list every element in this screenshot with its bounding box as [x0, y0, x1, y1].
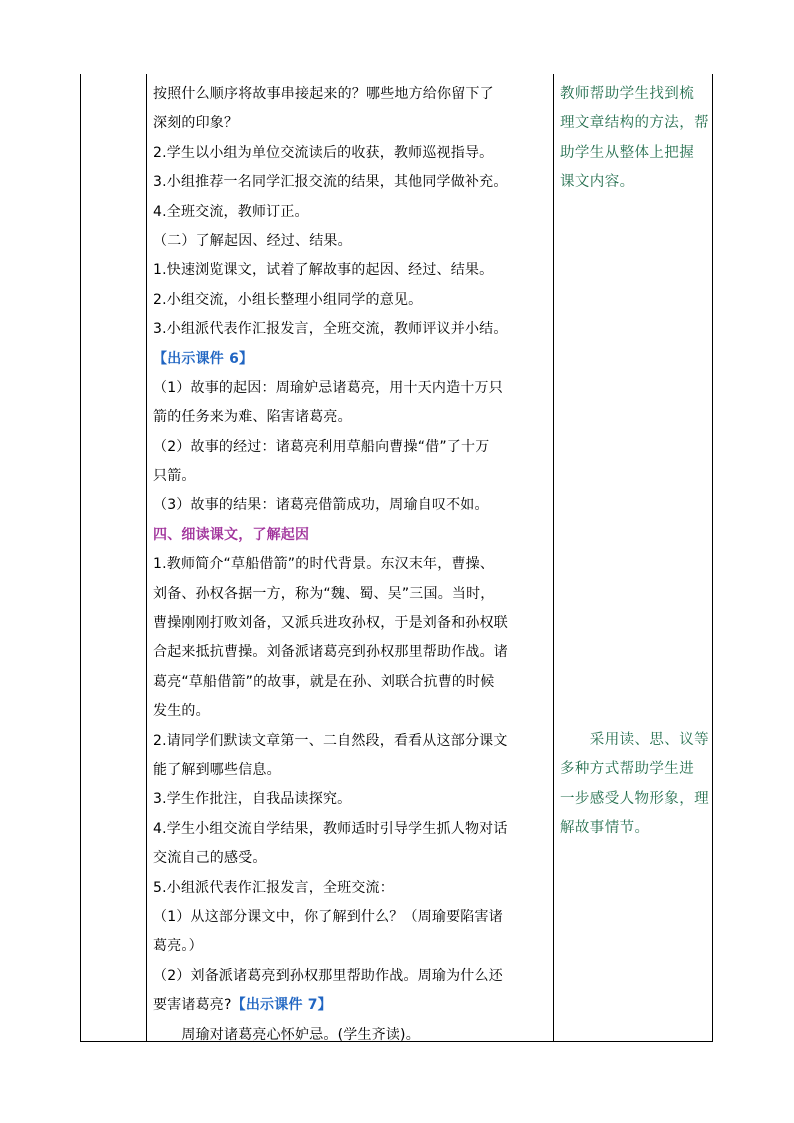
note-line: 多种方式帮助学生进	[560, 761, 695, 778]
text-line: 能了解到哪些信息。	[153, 761, 281, 778]
column-divider-1	[146, 74, 147, 1042]
text-line: 3.小组派代表作汇报发言，全班交流，教师评议并小结。	[153, 321, 508, 338]
text-line: （1）故事的起因：周瑜妒忌诸葛亮，用十天内造十万只	[153, 379, 503, 396]
text-line: 交流自己的感受。	[153, 850, 267, 867]
text-line: （2）刘备派诸葛亮到孙权那里帮助作战。周瑜为什么还	[153, 967, 503, 984]
note-line: 理文章结构的方法，帮	[560, 115, 709, 132]
table-border-right	[712, 74, 713, 1042]
courseware-label-6: 【出示课件 6】	[153, 350, 254, 367]
text-line: 5.小组派代表作汇报发言，全班交流：	[153, 879, 394, 896]
text-line: 周瑜对诸葛亮心怀妒忌。(学生齐读)。	[153, 1026, 420, 1043]
text-line: （3）故事的结果：诸葛亮借箭成功，周瑜自叹不如。	[153, 497, 489, 514]
text-line: 2.小组交流，小组长整理小组同学的意见。	[153, 291, 423, 308]
text-line: 箭的任务来为难、陷害诸葛亮。	[153, 409, 352, 426]
text-line: 发生的。	[153, 703, 210, 720]
teaching-process-cell	[153, 80, 553, 1050]
column-divider-2	[553, 74, 554, 1042]
text-line: 2.学生以小组为单位交流读后的收获，教师巡视指导。	[153, 144, 494, 161]
text-line: （1）从这部分课文中，你了解到什么？（周瑜要陷害诸	[153, 908, 503, 925]
text-line: 只箭。	[153, 468, 196, 485]
text-line: 4.全班交流，教师订正。	[153, 203, 309, 220]
text-line: （2）故事的经过：诸葛亮利用草船向曹操“借”了十万	[153, 438, 490, 455]
note-block-2	[560, 726, 709, 844]
text-line: 按照什么顺序将故事串接起来的？哪些地方给你留下了	[153, 86, 494, 102]
text-line: 1.快速浏览课文，试着了解故事的起因、经过、结果。	[153, 262, 494, 279]
text-line: 深刻的印象？	[153, 115, 239, 132]
text-line-mixed	[153, 991, 553, 1020]
text-line: 2.请同学们默读文章第一、二自然段，看看从这部分课文	[153, 732, 508, 749]
text-line: 合起来抵抗曹操。刘备派诸葛亮到孙权那里帮助作战。诸	[153, 644, 508, 661]
design-intent-cell	[560, 80, 712, 837]
note-line: 解故事情节。	[560, 820, 650, 837]
note-line: 助学生从整体上把握	[560, 144, 695, 161]
lesson-table	[80, 74, 713, 1042]
text-line: （二）了解起因、经过、结果。	[153, 232, 352, 249]
note-block-1	[560, 80, 712, 198]
table-border-left	[80, 74, 81, 1042]
courseware-label-7: 【出示课件 7】	[231, 997, 332, 1014]
text-line: 刘备、孙权各据一方，称为“魏、蜀、吴”三国。当时，	[153, 585, 495, 602]
note-line: 采用读、思、议等	[560, 732, 709, 748]
text-line: 葛亮。）	[153, 938, 203, 955]
text-line: 3.小组推荐一名同学汇报交流的结果，其他同学做补充。	[153, 174, 508, 191]
note-line: 教师帮助学生找到梳	[560, 86, 695, 102]
note-line: 课文内容。	[560, 174, 635, 191]
question-text: 要害诸葛亮?	[153, 997, 232, 1014]
text-line: 3.学生作批注，自我品读探究。	[153, 791, 352, 808]
text-line: 葛亮“草船借箭”的故事，就是在孙、刘联合抗曹的时候	[153, 673, 495, 690]
section-heading-4: 四、细读课文，了解起因	[153, 526, 310, 543]
text-line: 4.学生小组交流自学结果，教师适时引导学生抓人物对话	[153, 820, 508, 837]
note-line: 一步感受人物形象，理	[560, 790, 709, 807]
text-line: 1.教师简介“草船借箭”的时代背景。东汉末年，曹操、	[153, 556, 495, 573]
text-line: 曹操刚刚打败刘备，又派兵进攻孙权，于是刘备和孙权联	[153, 615, 508, 632]
